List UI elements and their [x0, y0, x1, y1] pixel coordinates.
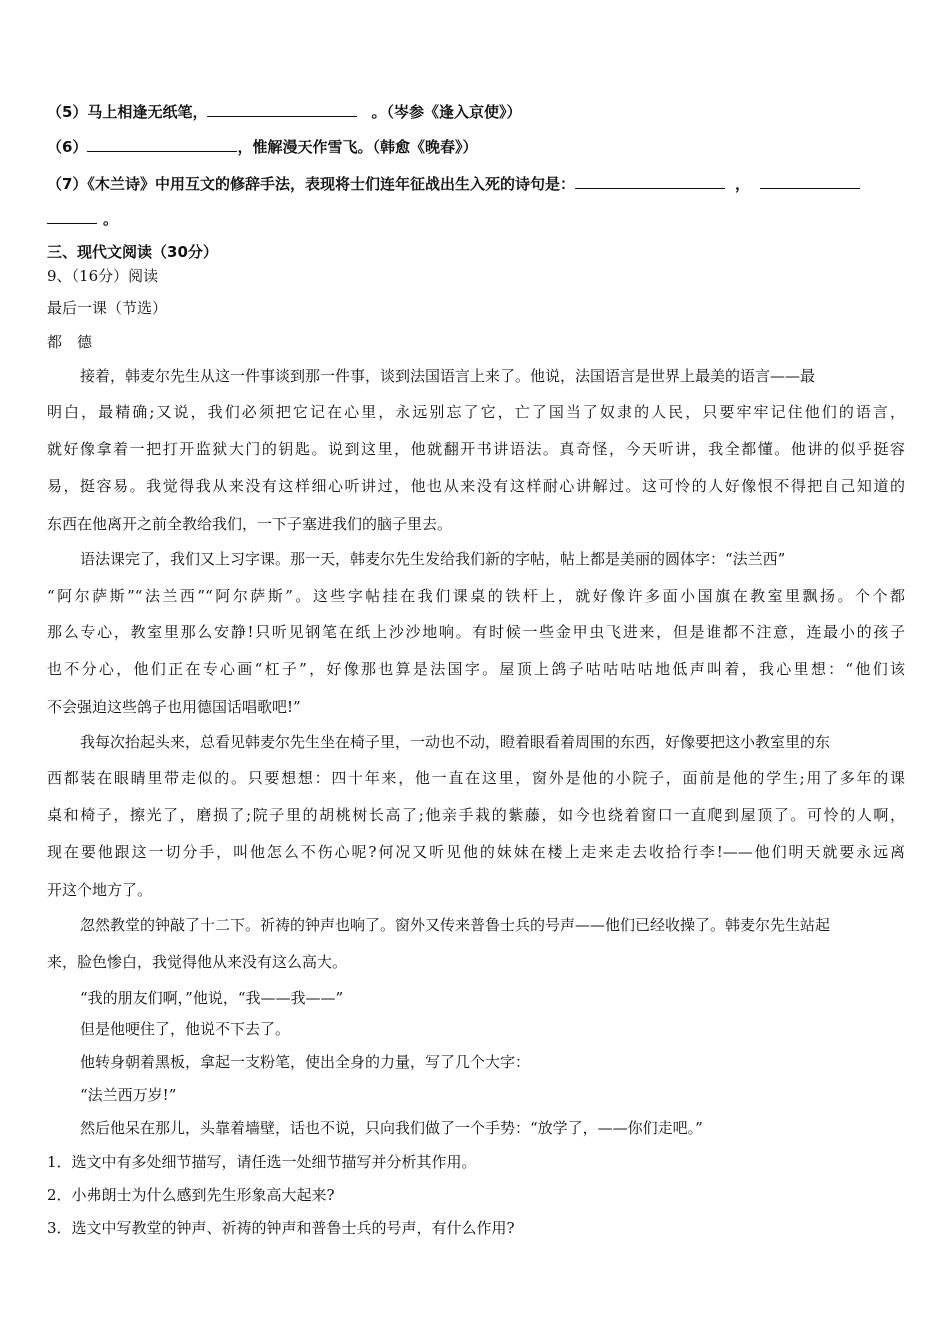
- passage-line: 那么专心，教室里那么安静!只听见钢笔在纸上沙沙地响。有时候一些金甲虫飞进来，但是谁都不注意，连最小的孩子: [47, 623, 905, 641]
- passage-line: 东西在他离开之前全教给我们，一下子塞进我们的脑子里去。: [47, 515, 453, 533]
- passage-line: 就好像拿着一把打开监狱大门的钥匙。说到这里，他就翻开书讲语法。真奇怪，今天听讲，我全都懂。他讲的似乎挺容: [47, 440, 905, 458]
- item-7-period: 。: [103, 210, 119, 228]
- passage-line: 现在要他跟这一切分手，叫他怎么不伤心呢?何况又听见他的妹妹在楼上走来走去收拾行李!——他们明天就要永远离: [47, 843, 905, 861]
- answer-blank[interactable]: [207, 100, 357, 117]
- answer-blank[interactable]: [87, 135, 237, 152]
- passage-line: 开这个地方了。: [47, 881, 153, 899]
- question-label: 9、（16分）阅读: [47, 267, 159, 285]
- passage-line: 然后他呆在那儿，头靠着墙壁，话也不说，只向我们做了一个手势：“放学了，——你们走吧。”: [80, 1119, 703, 1137]
- passage-line: 但是他哽住了，他说不下去了。: [80, 1020, 291, 1038]
- item-6-suffix: ，惟解漫天作雪飞。（韩愈《晚春》）: [237, 138, 478, 156]
- passage-line: “阿尔萨斯”“法兰西”“阿尔萨斯”。这些字帖挂在我们课桌的铁杆上，就好像许多面小国旗在教室里飘扬。个个都: [47, 587, 905, 605]
- passage-line: 也不分心，他们正在专心画“杠子”，好像那也算是法国字。屋顶上鸽子咕咕咕咕地低声叫着，我心里想：“他们该: [47, 660, 905, 678]
- passage-line: 易，挺容易。我觉得我从来没有这样细心听讲过，他也从来没有这样耐心讲解过。这可怜的人好像恨不得把自己知道的: [47, 477, 905, 495]
- fill-blank-item-5: [47, 100, 521, 123]
- passage-line: 不会强迫这些鸽子也用德国话唱歌吧!”: [47, 698, 301, 716]
- passage-line: 忽然教堂的钟敲了十二下。祈祷的钟声也响了。窗外又传来普鲁士兵的号声——他们已经收操了。韩麦尔先生站起: [80, 916, 831, 934]
- section-heading: 三、现代文阅读（30分）: [47, 243, 218, 261]
- question-item: 1．选文中有多处细节描写，请任选一处细节描写并分析其作用。: [47, 1153, 477, 1171]
- passage-line: 他转身朝着黑板，拿起一支粉笔，使出全身的力量，写了几个大字：: [80, 1053, 531, 1071]
- answer-blank[interactable]: [575, 172, 725, 189]
- passage-author: 都 德: [47, 333, 93, 351]
- passage-line: 桌和椅子，擦光了，磨损了;院子里的胡桃树长高了;他亲手栽的紫藤，如今也绕着窗口一直爬到屋顶了。可怜的人啊，: [47, 806, 905, 824]
- passage-title: 最后一课（节选）: [47, 299, 168, 317]
- passage-line: 明白，最精确;又说，我们必须把它记在心里，永远别忘了它，亡了国当了奴隶的人民，只要牢牢记住他们的语言，: [47, 403, 905, 421]
- item-5-prefix: （5）马上相逢无纸笔，: [47, 103, 208, 121]
- question-item: 3．选文中写教堂的钟声、祈祷的钟声和普鲁士兵的号声，有什么作用?: [47, 1219, 515, 1237]
- passage-line: 来，脸色惨白，我觉得他从来没有这么高大。: [47, 953, 348, 971]
- fill-blank-item-7-continued: [47, 207, 118, 230]
- fill-blank-item-6: [47, 135, 477, 158]
- answer-blank[interactable]: [760, 172, 860, 189]
- item-7-comma: ，: [734, 175, 750, 193]
- passage-line: “我的朋友们啊，”他说，“我——我——”: [80, 989, 344, 1007]
- question-item: 2．小弗朗士为什么感到先生形象高大起来?: [47, 1186, 335, 1204]
- passage-line: “法兰西万岁!”: [80, 1086, 177, 1104]
- passage-line: 语法课完了，我们又上习字课。那一天，韩麦尔先生发给我们新的字帖，帖上都是美丽的圆体字：“法兰西”: [80, 550, 786, 568]
- answer-blank[interactable]: [47, 207, 97, 224]
- item-6-prefix: （6）: [47, 138, 88, 156]
- passage-line: 我每次抬起头来，总看见韩麦尔先生坐在椅子里，一动也不动，瞪着眼看着周围的东西，好像要把这小教室里的东: [80, 733, 831, 751]
- passage-line: 接着，韩麦尔先生从这一件事谈到那一件事，谈到法国语言上来了。他说，法国语言是世界上最美的语言——最: [80, 367, 816, 385]
- item-7-prefix: （7）《木兰诗》中用互文的修辞手法，表现将士们连年征战出生入死的诗句是：: [47, 175, 575, 193]
- passage-line: 西都装在眼睛里带走似的。只要想想：四十年来，他一直在这里，窗外是他的小院子，面前是他的学生;用了多年的课: [47, 769, 905, 787]
- fill-blank-item-7: [47, 172, 860, 195]
- item-5-suffix: 。（岑参《逢入京使》）: [371, 103, 522, 121]
